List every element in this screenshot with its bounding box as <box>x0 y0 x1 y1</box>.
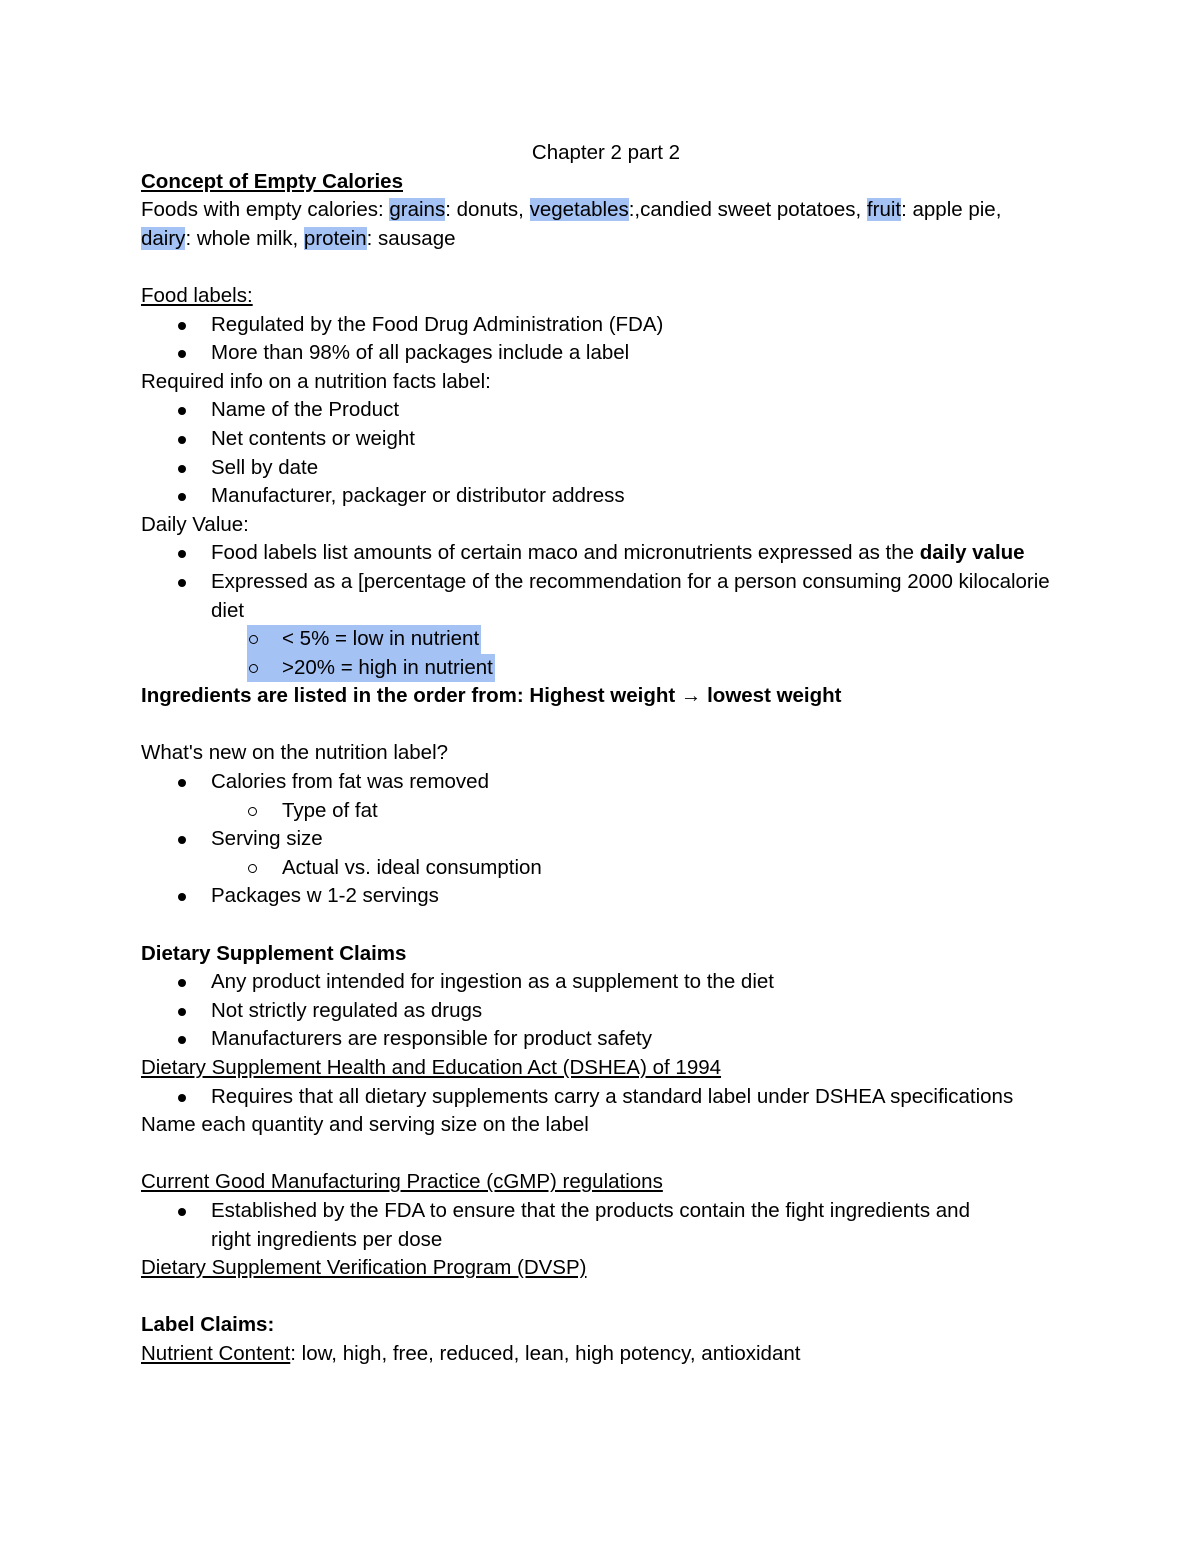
list-item <box>141 539 1071 568</box>
section-heading-label-claims: Label Claims: <box>141 1313 275 1337</box>
spacer <box>141 1140 1071 1169</box>
highlight-grains: grains <box>389 198 446 222</box>
spacer <box>141 911 1071 940</box>
list-item: Established by the FDA to ensure that the products contain the fight ingredients and right ingredients per dose <box>141 1197 1011 1254</box>
page-title: Chapter 2 part 2 <box>531 141 681 164</box>
ingredients-order-statement: Ingredients are listed in the order from: Highest weight → lowest weight <box>141 684 842 708</box>
highlight-low-nutrient: < 5% = low in nutrient <box>247 625 481 654</box>
section-heading-daily-value: Daily Value: <box>141 512 249 536</box>
food-labels-list <box>141 311 1071 368</box>
dshea-list <box>141 1083 1071 1112</box>
daily-value-bold: daily value <box>919 541 1025 565</box>
highlight-dairy: dairy <box>141 226 186 250</box>
nutrient-content-label: Nutrient Content <box>141 1341 291 1365</box>
grains-example: : donuts, <box>445 198 530 222</box>
highlight-vegetables: vegetables <box>529 198 629 222</box>
spacer <box>141 253 1071 282</box>
section-heading-dshea: Dietary Supplement Health and Education Act (DSHEA) of 1994 <box>141 1056 722 1079</box>
section-heading-dvsp: Dietary Supplement Verification Program (DVSP) <box>141 1256 587 1280</box>
spacer <box>141 711 1071 740</box>
sub-list-item <box>141 625 1071 654</box>
daily-value-list <box>141 539 1071 682</box>
vegetables-example: :,candied sweet potatoes, <box>628 198 867 222</box>
required-info-list <box>141 396 1071 510</box>
list-item: Net contents or weight <box>141 425 1071 454</box>
nutrient-content-text: : low, high, free, reduced, lean, high potency, antioxidant <box>290 1341 801 1365</box>
sub-list-item: Type of fat <box>141 797 1071 826</box>
highlight-fruit: fruit <box>866 198 902 222</box>
daily-value-text: Food labels list amounts of certain maco and micronutrients expressed as the <box>211 541 920 565</box>
list-item: Serving size <box>141 825 1071 854</box>
list-item: Expressed as a [percentage of the recommendation for a person consuming 2000 kilocalorie diet <box>141 568 1071 625</box>
list-item: Any product intended for ingestion as a supplement to the diet <box>141 968 1071 997</box>
empty-calories-intro: Foods with empty calories: <box>141 198 390 222</box>
highlight-high-nutrient: >20% = high in nutrient <box>247 654 495 683</box>
document-page <box>141 139 1071 1369</box>
list-item: Manufacturer, packager or distributor address <box>141 482 1071 511</box>
section-heading-food-labels: Food labels: <box>141 283 253 307</box>
fruit-example: : apple pie, <box>901 198 1002 222</box>
section-heading-cgmp: Current Good Manufacturing Practice (cGMP) regulations <box>141 1170 663 1194</box>
highlight-protein: protein <box>303 226 367 250</box>
empty-calories-line-1 <box>141 196 1071 225</box>
supplement-claims-list <box>141 968 1071 1054</box>
sub-list-item <box>141 654 1071 683</box>
list-item: Not strictly regulated as drugs <box>141 997 1071 1026</box>
empty-calories-line-2 <box>141 225 1071 254</box>
section-heading-required-info: Required info on a nutrition facts label: <box>141 369 491 393</box>
spacer <box>141 1283 1071 1312</box>
list-item: More than 98% of all packages include a label <box>141 339 1071 368</box>
list-item: Packages w 1-2 servings <box>141 882 1071 911</box>
list-item: Name of the Product <box>141 396 1071 425</box>
dairy-example: : whole milk, <box>185 226 304 250</box>
list-item: Sell by date <box>141 454 1071 483</box>
section-heading-supplement-claims: Dietary Supplement Claims <box>141 941 407 965</box>
list-item: Regulated by the Food Drug Administration (FDA) <box>141 311 1071 340</box>
whats-new-list <box>141 768 1071 911</box>
section-heading-whats-new: What's new on the nutrition label? <box>141 741 449 765</box>
section-heading-empty-calories: Concept of Empty Calories <box>141 169 403 193</box>
protein-example: : sausage <box>366 226 456 250</box>
list-item: Requires that all dietary supplements carry a standard label under DSHEA specifications <box>141 1083 1071 1112</box>
nutrient-content-line <box>141 1340 1071 1369</box>
list-item: Calories from fat was removed <box>141 768 1071 797</box>
list-item: Manufacturers are responsible for product safety <box>141 1025 1071 1054</box>
dshea-note: Name each quantity and serving size on the label <box>141 1113 589 1137</box>
sub-list-item: Actual vs. ideal consumption <box>141 854 1071 883</box>
cgmp-list <box>141 1197 1071 1254</box>
